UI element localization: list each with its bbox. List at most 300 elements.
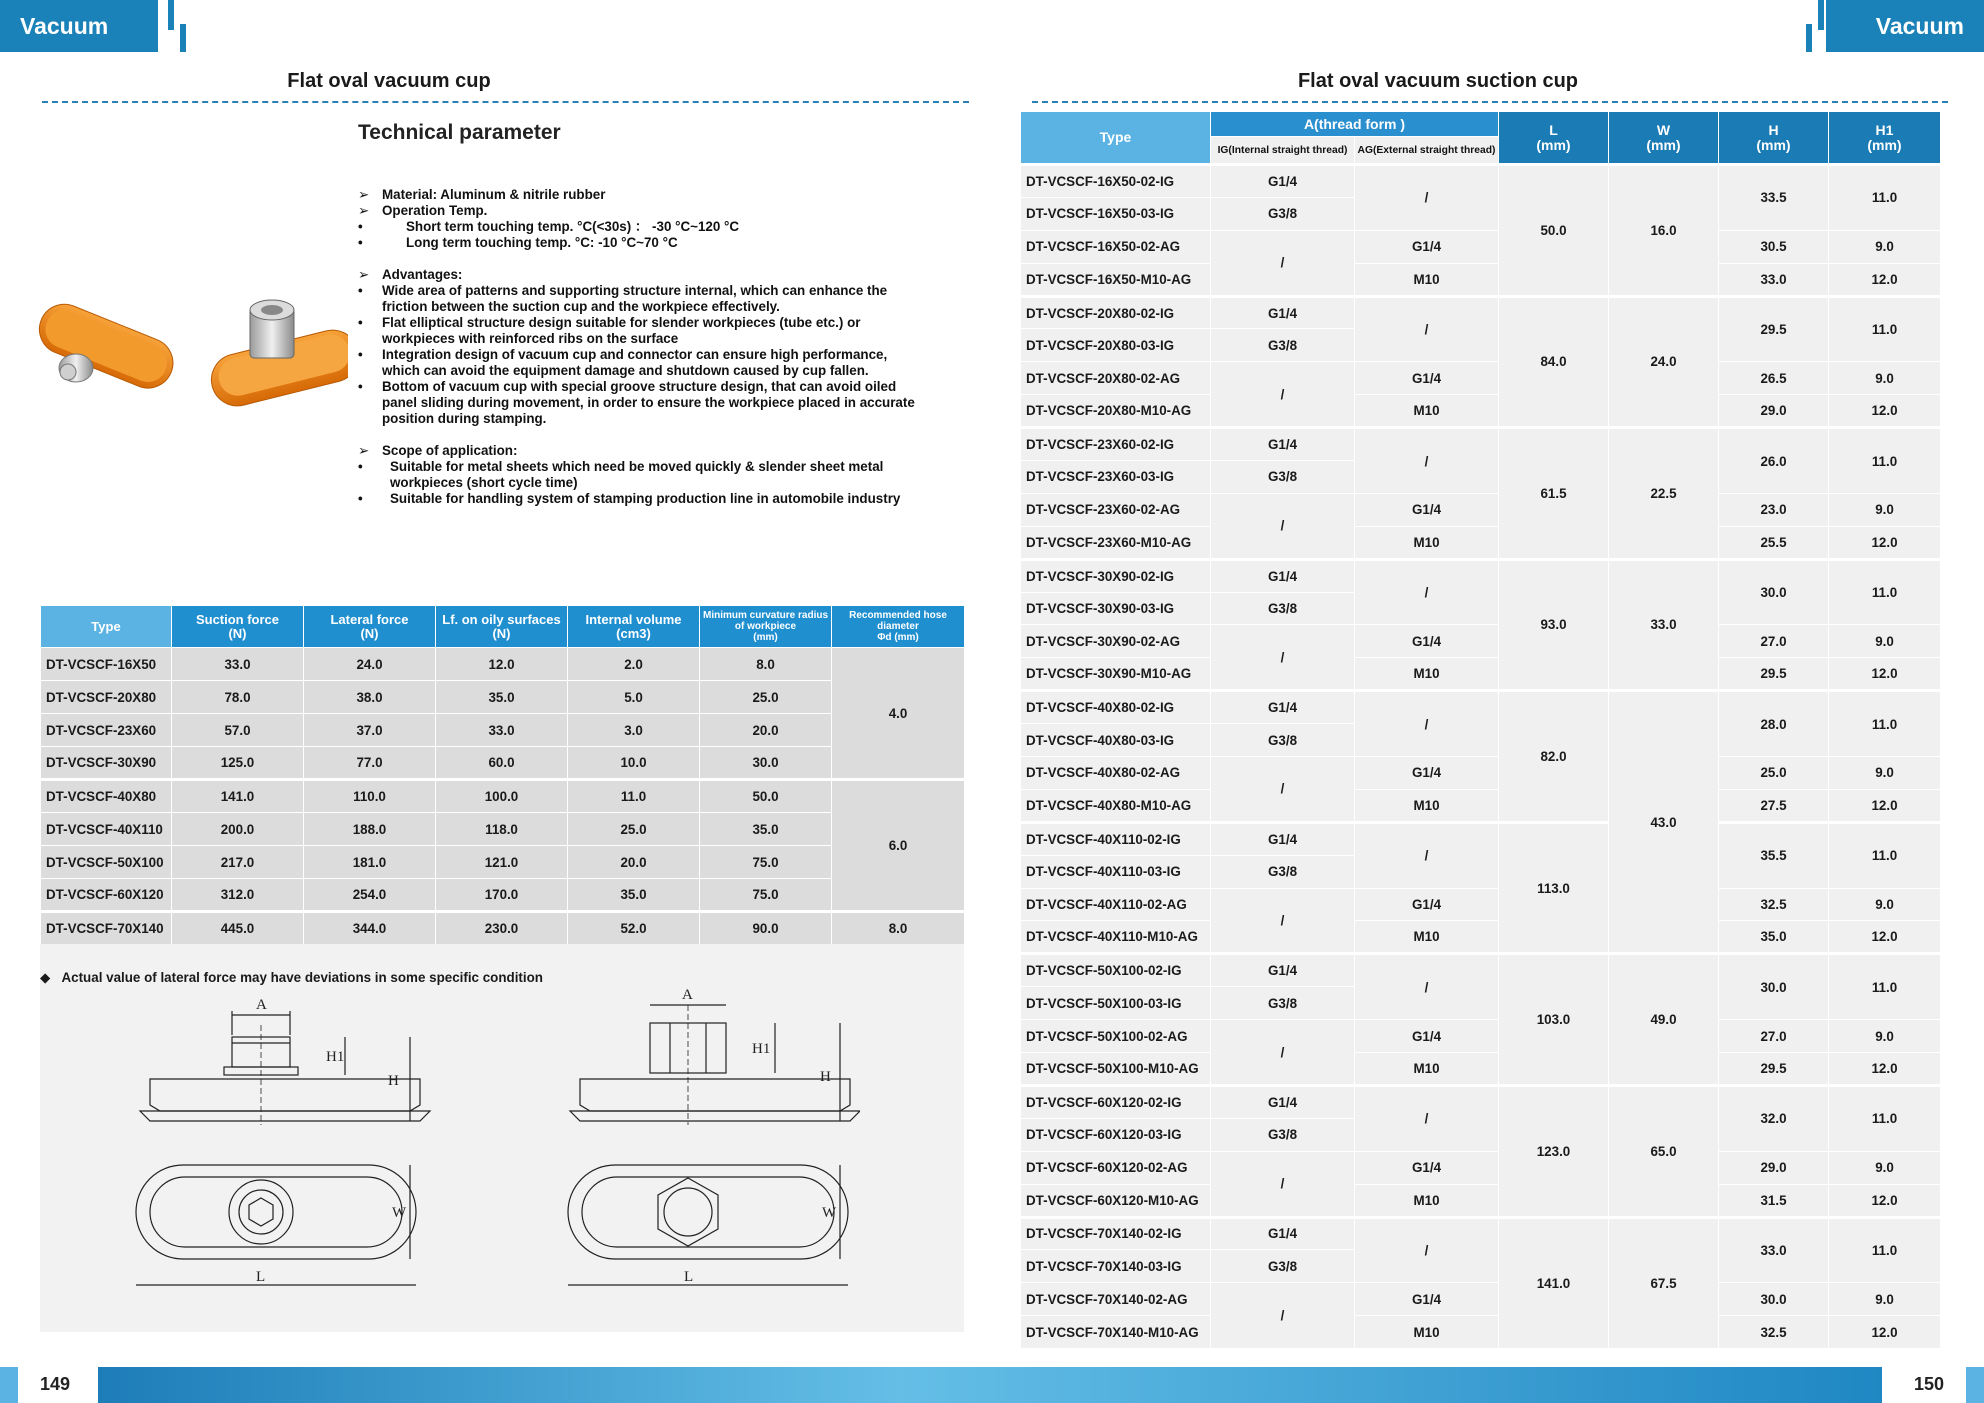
spec-value-cell: 35.0	[700, 813, 832, 846]
h-cell: 25.5	[1719, 526, 1829, 559]
model-type-cell: DT-VCSCF-70X140-M10-AG	[1021, 1316, 1211, 1349]
model-type-cell: DT-VCSCF-50X100-02-AG	[1021, 1020, 1211, 1053]
param-item	[358, 267, 928, 283]
ig-thread-cell: G1/4	[1211, 954, 1355, 987]
ag-thread-cell: /	[1355, 822, 1499, 888]
ig-thread-cell: G1/4	[1211, 165, 1355, 198]
spec-value-cell: 125.0	[172, 747, 304, 780]
ig-thread-cell: G1/4	[1211, 1217, 1355, 1250]
w-cell: 49.0	[1609, 954, 1719, 1086]
ag-thread-cell: G1/4	[1355, 230, 1499, 263]
model-type-cell: DT-VCSCF-40X80-03-IG	[1021, 724, 1211, 757]
bullet-icon: •	[358, 219, 363, 234]
model-type-cell: DT-VCSCF-60X120-M10-AG	[1021, 1184, 1211, 1217]
model-type-cell: DT-VCSCF-23X60-03-IG	[1021, 461, 1211, 494]
title-divider	[42, 101, 969, 103]
spec-type-cell: DT-VCSCF-40X110	[41, 813, 172, 846]
col-type: Type	[1021, 112, 1211, 165]
ag-thread-cell: G1/4	[1355, 493, 1499, 526]
model-row	[1021, 822, 1941, 855]
h-cell: 30.0	[1719, 559, 1829, 625]
spec-value-cell: 100.0	[436, 780, 568, 813]
model-row	[1021, 526, 1941, 559]
spec-value-cell: 60.0	[436, 747, 568, 780]
spec-value-cell: 30.0	[700, 747, 832, 780]
spec-row	[41, 747, 965, 780]
model-row	[1021, 559, 1941, 592]
model-row	[1021, 362, 1941, 395]
spec-value-cell: 312.0	[172, 879, 304, 912]
ag-thread-cell: G1/4	[1355, 757, 1499, 790]
dim-label-l: L	[256, 1269, 266, 1285]
model-type-cell: DT-VCSCF-60X120-02-AG	[1021, 1151, 1211, 1184]
spec-value-cell: 35.0	[436, 681, 568, 714]
h-cell: 27.0	[1719, 1020, 1829, 1053]
ag-thread-cell: M10	[1355, 921, 1499, 954]
ig-thread-cell: G3/8	[1211, 197, 1355, 230]
h1-cell: 12.0	[1829, 263, 1941, 296]
param-text: Flat elliptical structure design suitable for slender workpieces (tube etc.) or workpieces with reinforced ribs on the surface	[382, 315, 861, 346]
section-tab-left: Vacuum cup	[0, 0, 158, 52]
model-type-cell: DT-VCSCF-20X80-03-IG	[1021, 329, 1211, 362]
h1-cell: 12.0	[1829, 1184, 1941, 1217]
arrow-bullet-icon: ➢	[358, 203, 370, 218]
h1-cell: 9.0	[1829, 362, 1941, 395]
h-cell: 33.5	[1719, 165, 1829, 231]
dim-label-l: L	[684, 1269, 694, 1285]
model-row	[1021, 954, 1941, 987]
param-text: Integration design of vacuum cup and connector can ensure high performance, which can avoid the equipment damage and shutdown caused by cup fallen.	[382, 347, 888, 378]
model-row	[1021, 789, 1941, 822]
col-h1: H1 (mm)	[1829, 112, 1941, 165]
dim-label-w: W	[822, 1205, 837, 1221]
param-text: Bottom of vacuum cup with special groove structure design, that can avoid oiled panel sliding during movement, in order to ensure the workpiece placed in accurate position during stamping.	[382, 379, 915, 426]
arrow-bullet-icon: ➢	[358, 443, 370, 458]
side-view-ag	[570, 1005, 860, 1125]
lateral-force-note	[40, 970, 543, 986]
model-type-cell: DT-VCSCF-23X60-02-AG	[1021, 493, 1211, 526]
header-accent-bar	[180, 24, 186, 52]
model-row	[1021, 296, 1941, 329]
spec-value-cell: 37.0	[304, 714, 436, 747]
model-row	[1021, 1151, 1941, 1184]
model-row	[1021, 165, 1941, 198]
h1-cell: 11.0	[1829, 559, 1941, 625]
model-row	[1021, 230, 1941, 263]
model-row	[1021, 757, 1941, 790]
ag-thread-cell: /	[1355, 954, 1499, 1020]
spec-value-cell: 25.0	[700, 681, 832, 714]
ig-thread-cell: G1/4	[1211, 822, 1355, 855]
spec-type-cell: DT-VCSCF-16X50	[41, 648, 172, 681]
param-text: Long term touching temp. °C: -10 °C~70 °C	[406, 235, 678, 250]
col-l: L (mm)	[1499, 112, 1609, 165]
spec-type-cell: DT-VCSCF-50X100	[41, 846, 172, 879]
spec-value-cell: 20.0	[700, 714, 832, 747]
spec-row	[41, 846, 965, 879]
col-ig: IG(Internal straight thread)	[1211, 137, 1355, 165]
h1-cell: 9.0	[1829, 1283, 1941, 1316]
spec-value-cell: 25.0	[568, 813, 700, 846]
spec-value-cell: 344.0	[304, 912, 436, 945]
h1-cell: 9.0	[1829, 757, 1941, 790]
model-type-cell: DT-VCSCF-16X50-02-AG	[1021, 230, 1211, 263]
ag-thread-cell: G1/4	[1355, 1283, 1499, 1316]
w-cell: 65.0	[1609, 1085, 1719, 1217]
col-w: W (mm)	[1609, 112, 1719, 165]
spec-col-header: Type	[41, 606, 172, 648]
ag-thread-cell: G1/4	[1355, 888, 1499, 921]
model-type-cell: DT-VCSCF-40X80-M10-AG	[1021, 789, 1211, 822]
l-cell: 84.0	[1499, 296, 1609, 428]
arrow-bullet-icon: ➢	[358, 187, 370, 202]
bullet-icon: •	[358, 459, 363, 474]
section-tab-right: Vacuum cup	[1826, 0, 1984, 52]
h1-cell: 9.0	[1829, 625, 1941, 658]
h1-cell: 12.0	[1829, 921, 1941, 954]
h-cell: 26.5	[1719, 362, 1829, 395]
h-cell: 29.5	[1719, 658, 1829, 691]
h-cell: 27.5	[1719, 789, 1829, 822]
spec-value-cell: 2.0	[568, 648, 700, 681]
param-item	[358, 315, 928, 347]
ig-thread-cell: G3/8	[1211, 592, 1355, 625]
spec-value-cell: 57.0	[172, 714, 304, 747]
spec-value-cell: 3.0	[568, 714, 700, 747]
spec-value-cell: 141.0	[172, 780, 304, 813]
title-divider	[1032, 101, 1948, 103]
bullet-icon: •	[358, 283, 363, 298]
l-cell: 113.0	[1499, 822, 1609, 954]
bullet-icon: •	[358, 491, 363, 506]
h1-cell: 11.0	[1829, 165, 1941, 231]
model-type-cell: DT-VCSCF-30X90-03-IG	[1021, 592, 1211, 625]
h1-cell: 12.0	[1829, 1053, 1941, 1086]
ig-thread-cell: G1/4	[1211, 296, 1355, 329]
footer-accent	[0, 1367, 18, 1403]
spec-value-cell: 77.0	[304, 747, 436, 780]
model-type-cell: DT-VCSCF-30X90-M10-AG	[1021, 658, 1211, 691]
model-row	[1021, 493, 1941, 526]
ig-thread-cell: /	[1211, 1151, 1355, 1217]
h-cell: 30.0	[1719, 954, 1829, 1020]
note-text: Actual value of lateral force may have deviations in some specific condition	[61, 970, 543, 985]
dim-label-h: H	[388, 1073, 399, 1089]
ig-thread-cell: G3/8	[1211, 1118, 1355, 1151]
param-text: Material: Aluminum & nitrile rubber	[382, 187, 606, 202]
h1-cell: 9.0	[1829, 230, 1941, 263]
spec-type-cell: DT-VCSCF-30X90	[41, 747, 172, 780]
model-type-cell: DT-VCSCF-20X80-02-AG	[1021, 362, 1211, 395]
spec-value-cell: 181.0	[304, 846, 436, 879]
l-cell: 103.0	[1499, 954, 1609, 1086]
ag-thread-cell: M10	[1355, 658, 1499, 691]
spec-value-cell: 170.0	[436, 879, 568, 912]
ig-thread-cell: /	[1211, 230, 1355, 296]
spec-value-cell: 5.0	[568, 681, 700, 714]
model-type-cell: DT-VCSCF-40X110-03-IG	[1021, 855, 1211, 888]
w-cell: 24.0	[1609, 296, 1719, 428]
ag-thread-cell: G1/4	[1355, 362, 1499, 395]
ag-thread-cell: /	[1355, 428, 1499, 494]
param-spacer	[358, 427, 928, 443]
ig-thread-cell: /	[1211, 493, 1355, 559]
param-text: Short term touching temp. °C(<30s) ： -30 °C~120 °C	[406, 219, 740, 234]
dim-label-w: W	[392, 1205, 407, 1221]
param-item	[358, 235, 928, 251]
side-view-ig	[140, 1011, 430, 1125]
spec-table	[40, 605, 965, 945]
model-type-cell: DT-VCSCF-50X100-M10-AG	[1021, 1053, 1211, 1086]
tech-parameter-title: Technical parameter	[358, 121, 561, 144]
footer-accent	[1966, 1367, 1984, 1403]
h-cell: 32.5	[1719, 888, 1829, 921]
spec-row	[41, 714, 965, 747]
spec-row	[41, 780, 965, 813]
model-row	[1021, 691, 1941, 724]
model-row	[1021, 1217, 1941, 1250]
spec-type-cell: DT-VCSCF-23X60	[41, 714, 172, 747]
spec-value-cell: 78.0	[172, 681, 304, 714]
dim-label-h1: H1	[326, 1049, 345, 1065]
spec-value-cell: 33.0	[436, 714, 568, 747]
page-number-left: 149	[40, 1374, 71, 1394]
param-item	[358, 219, 928, 235]
model-row	[1021, 921, 1941, 954]
model-type-cell: DT-VCSCF-40X80-02-IG	[1021, 691, 1211, 724]
model-type-cell: DT-VCSCF-40X80-02-AG	[1021, 757, 1211, 790]
param-text: Operation Temp.	[382, 203, 488, 218]
ag-thread-cell: G1/4	[1355, 1020, 1499, 1053]
spec-type-cell: DT-VCSCF-60X120	[41, 879, 172, 912]
header-accent-bar	[1818, 0, 1824, 30]
dim-label-h: H	[820, 1069, 831, 1085]
model-row	[1021, 1085, 1941, 1118]
ig-thread-cell: G3/8	[1211, 987, 1355, 1020]
ag-thread-cell: M10	[1355, 526, 1499, 559]
h-cell: 30.0	[1719, 1283, 1829, 1316]
model-type-cell: DT-VCSCF-60X120-03-IG	[1021, 1118, 1211, 1151]
model-type-cell: DT-VCSCF-40X110-02-AG	[1021, 888, 1211, 921]
w-cell: 22.5	[1609, 428, 1719, 560]
model-type-cell: DT-VCSCF-23X60-02-IG	[1021, 428, 1211, 461]
l-cell: 141.0	[1499, 1217, 1609, 1349]
spec-col-header: Lateral force (N)	[304, 606, 436, 648]
ig-thread-cell: G3/8	[1211, 855, 1355, 888]
page-number-right: 150	[1914, 1374, 1945, 1394]
model-row	[1021, 625, 1941, 658]
model-type-cell: DT-VCSCF-20X80-M10-AG	[1021, 395, 1211, 428]
footer-band	[98, 1367, 1882, 1403]
ag-thread-cell: M10	[1355, 789, 1499, 822]
param-item	[358, 347, 928, 379]
h1-cell: 11.0	[1829, 822, 1941, 888]
col-h: H (mm)	[1719, 112, 1829, 165]
ig-thread-cell: G1/4	[1211, 691, 1355, 724]
header-accent-bar	[1806, 24, 1812, 52]
bullet-icon: •	[358, 347, 363, 362]
spec-value-cell: 110.0	[304, 780, 436, 813]
note-bullet-icon: ◆	[40, 970, 51, 985]
col-thread-form: A(thread form )	[1211, 112, 1499, 137]
dim-label-a: A	[256, 997, 267, 1013]
ig-thread-cell: G1/4	[1211, 559, 1355, 592]
h-cell: 29.0	[1719, 395, 1829, 428]
ag-thread-cell: M10	[1355, 395, 1499, 428]
spec-value-cell: 10.0	[568, 747, 700, 780]
model-row	[1021, 428, 1941, 461]
ag-thread-cell: G1/4	[1355, 625, 1499, 658]
bullet-icon: •	[358, 379, 363, 394]
model-row	[1021, 658, 1941, 691]
model-type-cell: DT-VCSCF-16X50-03-IG	[1021, 197, 1211, 230]
ag-thread-cell: M10	[1355, 1184, 1499, 1217]
spec-value-cell: 35.0	[568, 879, 700, 912]
h1-cell: 12.0	[1829, 789, 1941, 822]
spec-value-cell: 118.0	[436, 813, 568, 846]
h-cell: 27.0	[1719, 625, 1829, 658]
model-type-cell: DT-VCSCF-40X110-02-IG	[1021, 822, 1211, 855]
model-row	[1021, 395, 1941, 428]
top-view-ag	[568, 1165, 848, 1285]
spec-row	[41, 681, 965, 714]
param-text: Advantages:	[382, 267, 463, 282]
h1-cell: 12.0	[1829, 526, 1941, 559]
h-cell: 29.5	[1719, 296, 1829, 362]
ag-thread-cell: /	[1355, 1085, 1499, 1151]
ig-thread-cell: G1/4	[1211, 1085, 1355, 1118]
h-cell: 23.0	[1719, 493, 1829, 526]
param-text: Wide area of patterns and supporting structure internal, which can enhance the friction between the suction cup and the workpiece effectively.	[382, 283, 888, 314]
model-row	[1021, 1020, 1941, 1053]
spec-row	[41, 879, 965, 912]
spec-value-cell: 12.0	[436, 648, 568, 681]
model-row	[1021, 888, 1941, 921]
ag-thread-cell: G1/4	[1355, 1151, 1499, 1184]
ig-thread-cell: /	[1211, 757, 1355, 823]
h-cell: 35.5	[1719, 822, 1829, 888]
product-photo	[28, 280, 348, 410]
h1-cell: 12.0	[1829, 395, 1941, 428]
spec-value-cell: 75.0	[700, 879, 832, 912]
ag-thread-cell: M10	[1355, 1053, 1499, 1086]
ag-thread-cell: /	[1355, 165, 1499, 231]
spec-value-cell: 188.0	[304, 813, 436, 846]
h-cell: 33.0	[1719, 263, 1829, 296]
spec-col-header: Lf. on oily surfaces (N)	[436, 606, 568, 648]
w-cell: 16.0	[1609, 165, 1719, 297]
h1-cell: 11.0	[1829, 1217, 1941, 1283]
h1-cell: 11.0	[1829, 691, 1941, 757]
ig-thread-cell: G3/8	[1211, 724, 1355, 757]
hose-diameter-cell: 6.0	[832, 780, 965, 912]
left-page-title: Flat oval vacuum cup	[287, 70, 491, 92]
model-row	[1021, 1316, 1941, 1349]
spec-col-header: Suction force (N)	[172, 606, 304, 648]
spec-value-cell: 217.0	[172, 846, 304, 879]
bullet-icon: •	[358, 235, 363, 250]
spec-type-cell: DT-VCSCF-70X140	[41, 912, 172, 945]
spec-row	[41, 912, 965, 945]
model-row	[1021, 1184, 1941, 1217]
model-row	[1021, 263, 1941, 296]
model-row	[1021, 1053, 1941, 1086]
hose-diameter-cell: 4.0	[832, 648, 965, 780]
model-type-cell: DT-VCSCF-70X140-03-IG	[1021, 1250, 1211, 1283]
h-cell: 28.0	[1719, 691, 1829, 757]
spec-value-cell: 121.0	[436, 846, 568, 879]
spec-col-header: Minimum curvature radius of workpiece (mm)	[700, 606, 832, 648]
h1-cell: 12.0	[1829, 658, 1941, 691]
h-cell: 29.0	[1719, 1151, 1829, 1184]
h-cell: 29.5	[1719, 1053, 1829, 1086]
model-type-cell: DT-VCSCF-50X100-02-IG	[1021, 954, 1211, 987]
ig-thread-cell: /	[1211, 362, 1355, 428]
ig-thread-cell: /	[1211, 888, 1355, 954]
param-text: Suitable for handling system of stamping production line in automobile industry	[390, 491, 901, 506]
param-item	[358, 459, 928, 491]
ag-thread-cell: M10	[1355, 1316, 1499, 1349]
ag-thread-cell: /	[1355, 296, 1499, 362]
h-cell: 33.0	[1719, 1217, 1829, 1283]
spec-value-cell: 20.0	[568, 846, 700, 879]
model-type-cell: DT-VCSCF-30X90-02-AG	[1021, 625, 1211, 658]
h-cell: 30.5	[1719, 230, 1829, 263]
spec-row	[41, 813, 965, 846]
h-cell: 32.5	[1719, 1316, 1829, 1349]
w-cell: 33.0	[1609, 559, 1719, 691]
spec-col-header: Internal volume (cm3)	[568, 606, 700, 648]
h-cell: 26.0	[1719, 428, 1829, 494]
w-cell: 67.5	[1609, 1217, 1719, 1349]
h1-cell: 11.0	[1829, 296, 1941, 362]
param-text: Suitable for metal sheets which need be moved quickly & slender sheet metal workpieces (short cycle time)	[390, 459, 884, 490]
model-type-cell: DT-VCSCF-50X100-03-IG	[1021, 987, 1211, 1020]
top-view-ig	[136, 1165, 416, 1285]
model-type-cell: DT-VCSCF-60X120-02-IG	[1021, 1085, 1211, 1118]
model-table	[1020, 111, 1941, 1349]
bullet-icon: •	[358, 315, 363, 330]
l-cell: 82.0	[1499, 691, 1609, 823]
model-type-cell: DT-VCSCF-20X80-02-IG	[1021, 296, 1211, 329]
model-type-cell: DT-VCSCF-23X60-M10-AG	[1021, 526, 1211, 559]
spec-row	[41, 648, 965, 681]
param-item	[358, 283, 928, 315]
param-item	[358, 491, 928, 507]
dimension-drawings	[120, 985, 860, 1305]
spec-value-cell: 50.0	[700, 780, 832, 813]
w-cell: 43.0	[1609, 691, 1719, 954]
model-type-cell: DT-VCSCF-16X50-M10-AG	[1021, 263, 1211, 296]
h1-cell: 9.0	[1829, 1020, 1941, 1053]
ig-thread-cell: G3/8	[1211, 1250, 1355, 1283]
model-row	[1021, 1283, 1941, 1316]
h-cell: 35.0	[1719, 921, 1829, 954]
model-type-cell: DT-VCSCF-30X90-02-IG	[1021, 559, 1211, 592]
param-item	[358, 443, 928, 459]
param-spacer	[358, 251, 928, 267]
parameter-list	[358, 187, 928, 507]
ig-thread-cell: /	[1211, 1283, 1355, 1349]
h1-cell: 11.0	[1829, 954, 1941, 1020]
h1-cell: 9.0	[1829, 493, 1941, 526]
h-cell: 25.0	[1719, 757, 1829, 790]
col-ag: AG(External straight thread)	[1355, 137, 1499, 165]
model-type-cell: DT-VCSCF-70X140-02-AG	[1021, 1283, 1211, 1316]
spec-value-cell: 200.0	[172, 813, 304, 846]
spec-value-cell: 90.0	[700, 912, 832, 945]
model-type-cell: DT-VCSCF-16X50-02-IG	[1021, 165, 1211, 198]
